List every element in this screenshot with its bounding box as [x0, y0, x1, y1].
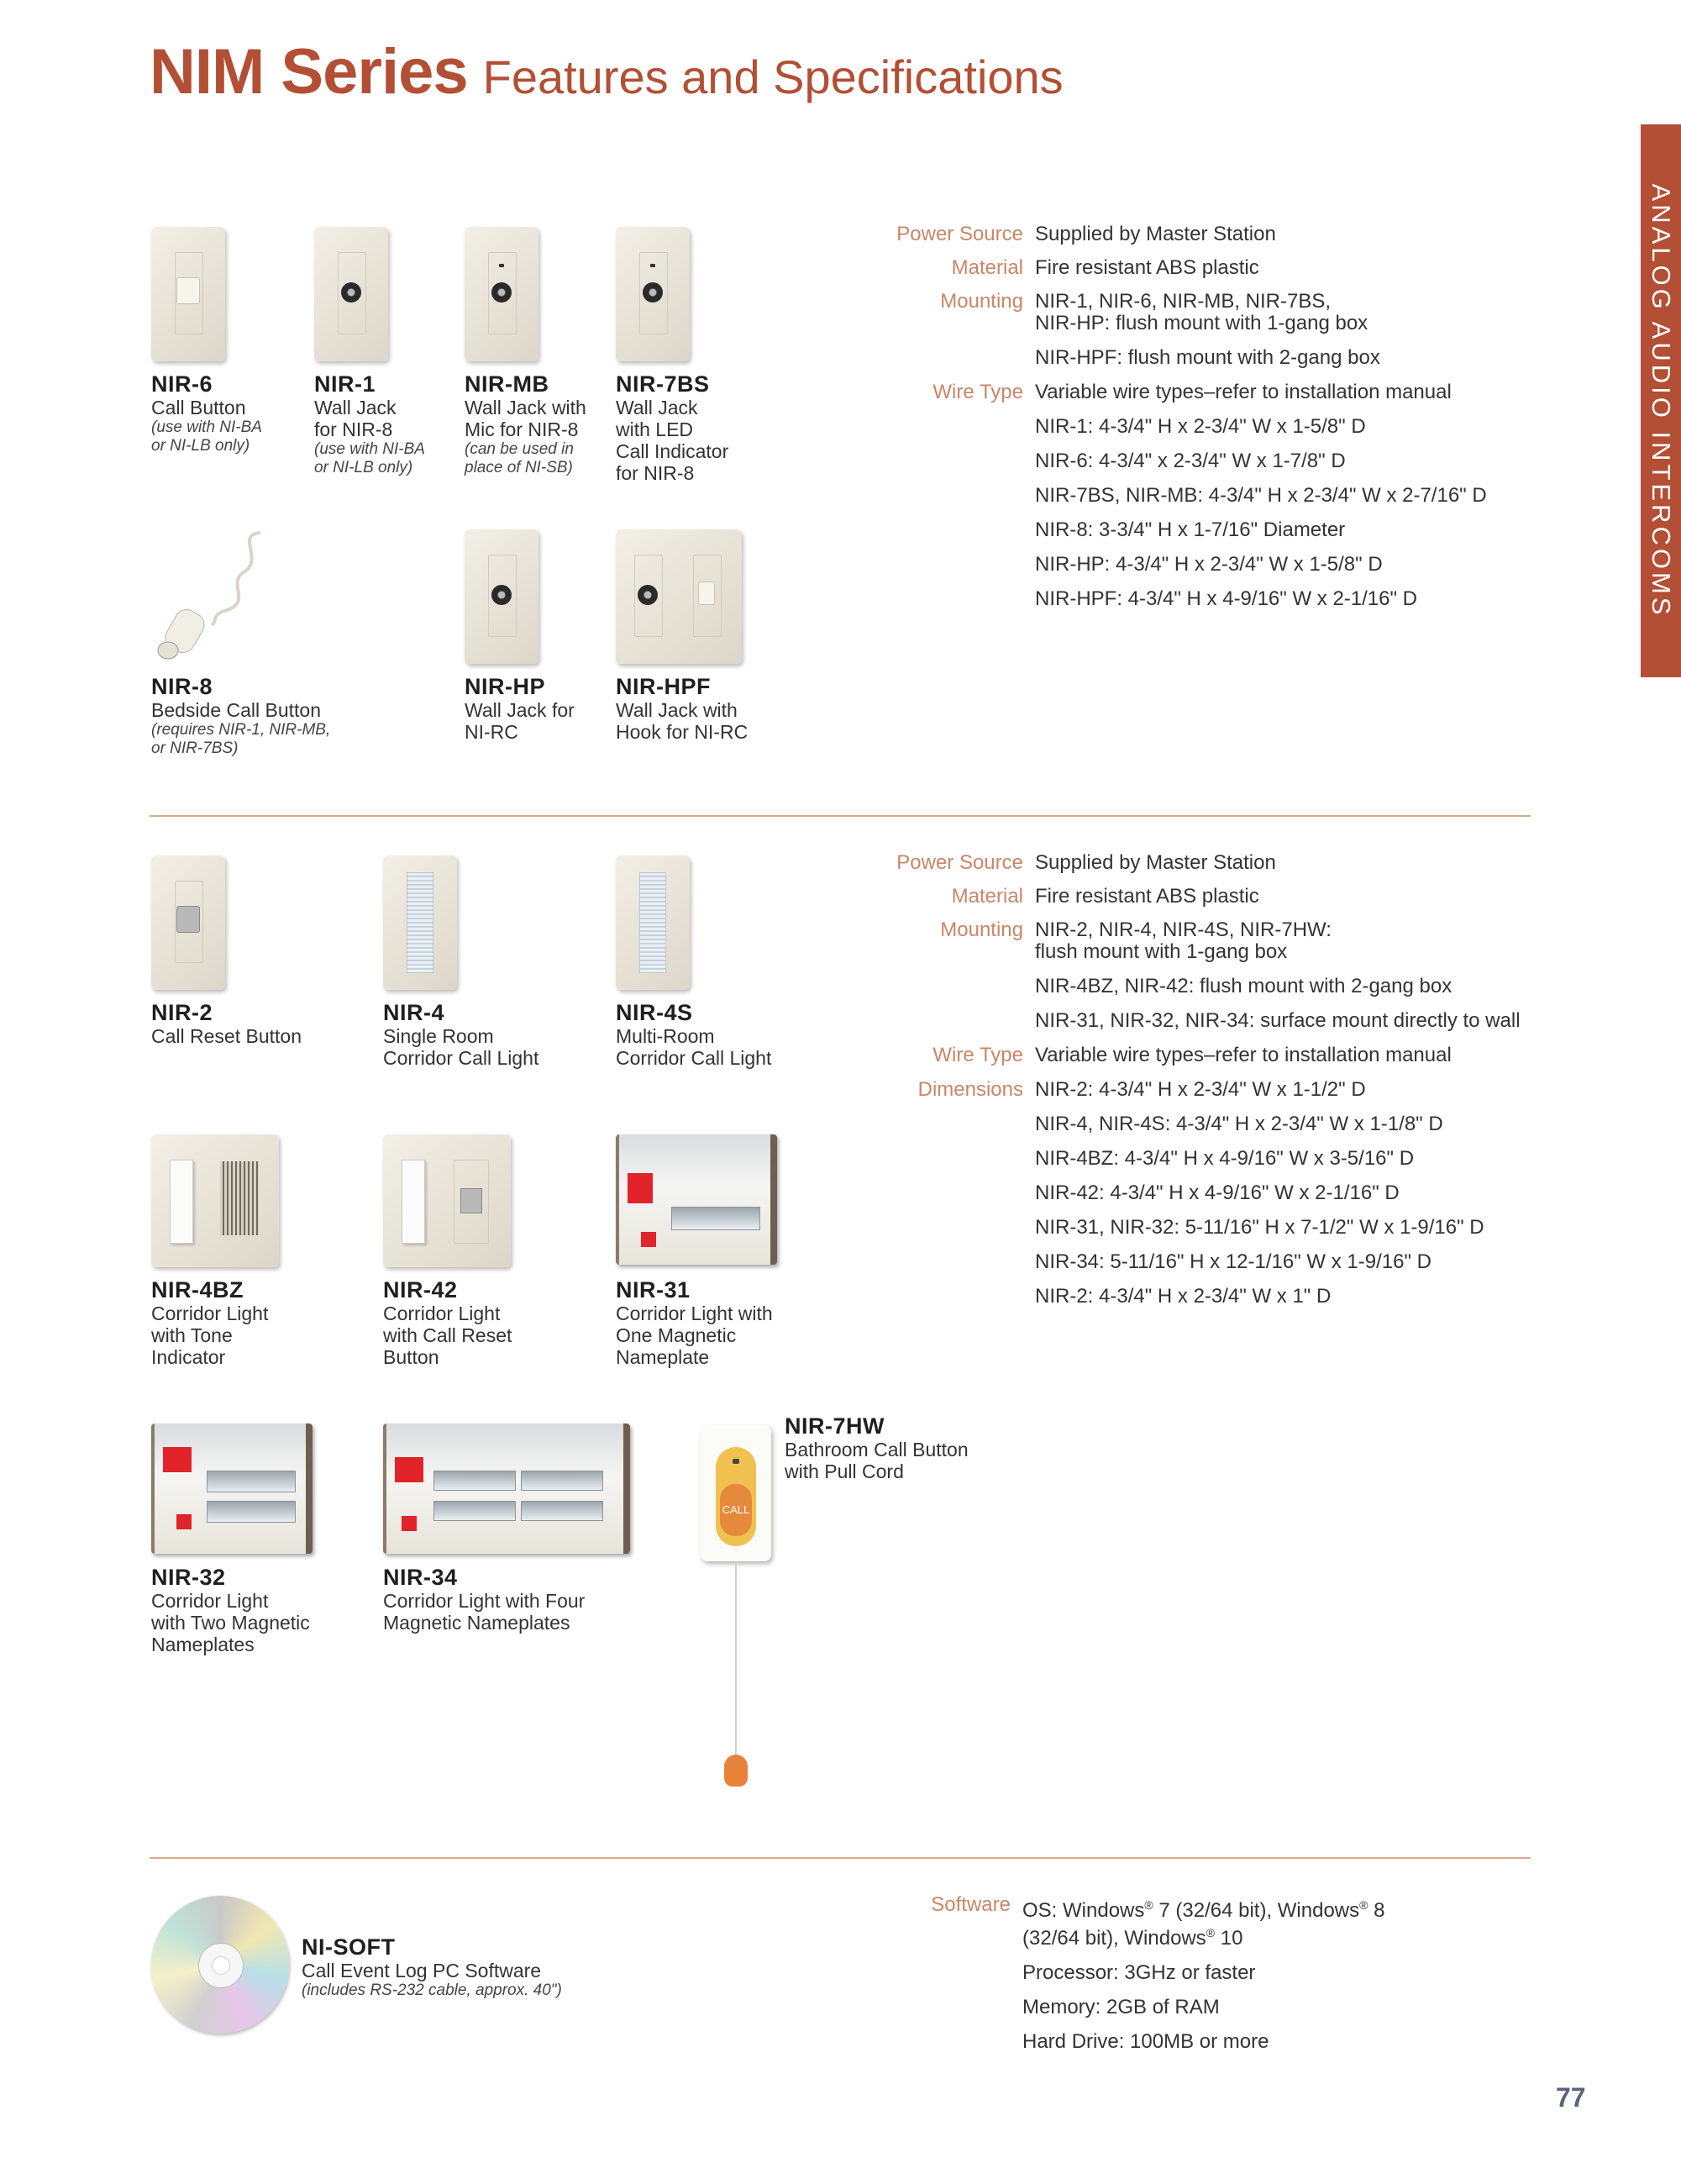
product-name: NIR-HPF [616, 674, 711, 699]
spec-value-os [1022, 1894, 1442, 1950]
os-text: 7 (32/64 bit), Windows [1153, 1899, 1360, 1922]
spec-label: Dimensions [917, 1078, 1023, 1101]
spec-label: Wire Type [932, 381, 1023, 403]
spec-value: Supplied by Master Station [1035, 223, 1276, 245]
nir-mb-image [465, 227, 538, 361]
spec-dimension: NIR-31, NIR-32: 5-11/16" H x 7-1/2" W x 1-9/16" D [1035, 1216, 1484, 1239]
jack-socket [491, 585, 512, 605]
spec-software [931, 1893, 1442, 1950]
product-name: NIR-4S [616, 1000, 693, 1025]
red-indicator [402, 1516, 417, 1531]
product-note: (requires NIR-1, NIR-MB, or NIR-7BS) [151, 721, 331, 757]
product-desc: Corridor Light with Call Reset Button [383, 1303, 512, 1368]
product-name: NIR-MB [465, 371, 549, 397]
product-ni-soft [302, 1934, 621, 2000]
product-nir-hp [465, 674, 607, 743]
product-note: (includes RS-232 cable, approx. 40") [302, 1981, 562, 1999]
product-desc: Wall Jack with LED Call Indicator for NIR-8 [616, 397, 729, 484]
page-title-sub: Features and Specifications [482, 50, 1064, 103]
spec-material [951, 256, 1589, 291]
spec-wire-type [932, 381, 1589, 403]
pull-cord-handle [724, 1755, 748, 1787]
spec-dimension: NIR-1: 4-3/4" H x 2-3/4" W x 1-5/8" D [1035, 415, 1366, 438]
spec-mounting [940, 918, 1606, 963]
jack-socket [491, 282, 512, 303]
spec-power-source [896, 223, 1589, 257]
product-desc: Wall Jack with Mic for NIR-8 [465, 397, 586, 440]
spec-dimension: NIR-34: 5-11/16" H x 12-1/16" W x 1-9/16" D [1035, 1250, 1431, 1273]
nir-31-image [616, 1134, 777, 1265]
side-tab-label: ANALOG AUDIO INTERCOMS [1647, 183, 1676, 618]
nir-32-image [151, 1424, 313, 1554]
page-number: 77 [1556, 2082, 1586, 2113]
magnetic-nameplate [433, 1471, 516, 1491]
os-text: 10 [1215, 1927, 1243, 1950]
magnetic-nameplate [521, 1471, 603, 1491]
spec-label: Material [951, 885, 1023, 908]
nir-hp-image [465, 529, 538, 664]
product-name: NIR-42 [383, 1277, 458, 1303]
cd-hole [212, 1956, 230, 1975]
product-name: NIR-7HW [785, 1413, 885, 1439]
spec-label: Software [931, 1893, 1011, 1916]
handset-button [158, 642, 178, 659]
spec-power-source [896, 851, 1606, 886]
spec-dimension: NIR-4, NIR-4S: 4-3/4" H x 2-3/4" W x 1-1/8" D [1035, 1113, 1443, 1135]
spec-dimension: NIR-42: 4-3/4" H x 4-9/16" W x 2-1/16" D [1035, 1181, 1400, 1204]
product-nir-32 [151, 1565, 370, 1655]
reset-button [176, 906, 200, 933]
magnetic-nameplate [207, 1501, 296, 1523]
jack-socket [638, 585, 658, 605]
red-light [163, 1447, 192, 1472]
product-nir-7hw [785, 1413, 1020, 1482]
nir-42-image [383, 1134, 511, 1267]
hook [698, 582, 715, 605]
magnetic-nameplate [207, 1471, 296, 1492]
spec-value: Fire resistant ABS plastic [1035, 885, 1259, 908]
nir-1-image [314, 227, 388, 361]
spec-label: Wire Type [932, 1044, 1023, 1066]
product-name: NIR-4BZ [151, 1277, 244, 1303]
pull-cord [735, 1561, 737, 1756]
call-button-label: CALL [720, 1484, 752, 1536]
product-name: NIR-6 [151, 371, 213, 397]
product-name: NIR-7BS [616, 371, 710, 397]
spec-dimension: NIR-7BS, NIR-MB: 4-3/4" H x 2-3/4" W x 2-7/16" D [1035, 484, 1487, 507]
side-tab [1641, 124, 1681, 677]
spec-dimension: NIR-4BZ: 4-3/4" H x 4-9/16" W x 3-5/16" D [1035, 1147, 1415, 1170]
product-desc: Call Reset Button [151, 1025, 302, 1047]
product-nir-4 [383, 1000, 585, 1069]
spec-dimension: NIR-8: 3-3/4" H x 1-7/16" Diameter [1035, 518, 1346, 541]
magnetic-nameplate [671, 1207, 760, 1230]
magnetic-nameplate [521, 1501, 603, 1521]
ni-soft-cd-image [151, 1896, 289, 2034]
spec-processor: Processor: 3GHz or faster [1022, 1961, 1256, 1984]
spec-value: NIR-2: 4-3/4" H x 2-3/4" W x 1-1/2" D [1035, 1078, 1366, 1101]
spec-label: Power Source [896, 851, 1023, 874]
product-desc: Call Event Log PC Software [302, 1960, 542, 1981]
product-nir-42 [383, 1277, 585, 1368]
call-light [639, 872, 666, 973]
page-title-main: NIM Series [150, 36, 468, 108]
spec-label: Power Source [896, 223, 1023, 245]
product-desc: Wall Jack for NIR-8 [314, 397, 397, 440]
led-indicator [733, 1459, 739, 1464]
product-name: NIR-1 [314, 371, 376, 397]
led-indicator [650, 264, 655, 267]
section-divider [150, 815, 1531, 817]
nir-7bs-image [616, 227, 690, 361]
spec-mounting-3: NIR-31, NIR-32, NIR-34: surface mount directly to wall [1035, 1009, 1521, 1032]
product-desc: Corridor Light with Tone Indicator [151, 1303, 269, 1368]
product-desc: Bathroom Call Button with Pull Cord [785, 1439, 969, 1482]
product-name: NIR-4 [383, 1000, 445, 1025]
spec-hard-drive: Hard Drive: 100MB or more [1022, 2030, 1269, 2053]
os-text: 8 [1368, 1899, 1385, 1922]
product-nir-hpf [616, 674, 784, 743]
section1-specs [896, 223, 1589, 623]
product-name: NI-SOFT [302, 1934, 396, 1960]
product-desc: Corridor Light with Two Magnetic Nameplates [151, 1590, 310, 1655]
nir-6-image [151, 227, 225, 361]
spec-value: Variable wire types–refer to installation manual [1035, 381, 1452, 403]
nir-2-image [151, 855, 225, 990]
call-button-rocker [176, 277, 200, 304]
spec-label: Mounting [940, 290, 1023, 313]
spec-label: Material [951, 256, 1023, 279]
product-nir-8 [151, 674, 370, 758]
nir-34-image [383, 1424, 630, 1554]
spec-memory: Memory: 2GB of RAM [1022, 1996, 1220, 2018]
section3-specs [931, 1893, 1442, 2066]
nir-8-image [151, 526, 269, 660]
spec-value: NIR-1, NIR-6, NIR-MB, NIR-7BS, NIR-HP: flush mount with 1-gang box [1035, 290, 1368, 334]
call-light [170, 1160, 193, 1244]
product-name: NIR-2 [151, 1000, 213, 1025]
product-desc: Multi-Room Corridor Call Light [616, 1025, 772, 1069]
product-note: (can be used in place of NI-SB) [465, 440, 574, 476]
spec-dimension: NIR-2: 4-3/4" H x 2-3/4" W x 1" D [1035, 1285, 1332, 1308]
page-title [150, 35, 1064, 108]
product-name: NIR-8 [151, 674, 213, 699]
reset-button [460, 1188, 482, 1213]
spec-wire-type [932, 1044, 1606, 1066]
registered-mark: ® [1206, 1926, 1216, 1939]
magnetic-nameplate [433, 1501, 516, 1521]
call-light [407, 872, 433, 973]
spec-dimensions [917, 1078, 1606, 1101]
red-light [628, 1173, 653, 1203]
registered-mark: ® [1359, 1898, 1368, 1912]
registered-mark: ® [1144, 1898, 1153, 1912]
mic-hole [499, 264, 504, 267]
call-light [402, 1160, 425, 1244]
nir-hpf-image [616, 529, 742, 664]
product-desc: Bedside Call Button [151, 699, 322, 721]
product-nir-7bs [616, 371, 759, 484]
product-desc: Single Room Corridor Call Light [383, 1025, 539, 1069]
jack-socket [341, 282, 361, 303]
product-desc: Corridor Light with One Magnetic Nameplate [616, 1303, 773, 1368]
nir-7hw-image [701, 1425, 771, 1561]
spec-mounting [940, 290, 1589, 334]
tone-grille [220, 1161, 259, 1235]
product-desc: Call Button [151, 397, 246, 418]
product-desc: Wall Jack with Hook for NI-RC [616, 699, 749, 743]
nir-4bz-image [151, 1134, 279, 1267]
product-note: (use with NI-BA or NI-LB only) [151, 418, 262, 455]
product-name: NIR-32 [151, 1565, 226, 1590]
product-name: NIR-31 [616, 1277, 691, 1303]
product-note: (use with NI-BA or NI-LB only) [314, 440, 425, 476]
product-name: NIR-34 [383, 1565, 458, 1590]
nir-4-image [383, 855, 457, 990]
spec-value: Variable wire types–refer to installation manual [1035, 1044, 1452, 1066]
product-desc: Corridor Light with Four Magnetic Nameplates [383, 1590, 586, 1634]
spec-material [951, 885, 1606, 919]
os-text: OS: Windows [1022, 1899, 1145, 1922]
section2-specs [896, 851, 1606, 1320]
section-divider [150, 1857, 1531, 1859]
cord [212, 533, 260, 625]
spec-label: Mounting [940, 918, 1023, 941]
product-name: NIR-HP [465, 674, 545, 699]
nir-4s-image [616, 855, 690, 990]
product-nir-4s [616, 1000, 817, 1069]
spec-dimension: NIR-6: 4-3/4" x 2-3/4" W x 1-7/8" D [1035, 450, 1346, 472]
spec-value: Supplied by Master Station [1035, 851, 1276, 874]
product-nir-2 [151, 1000, 336, 1047]
red-indicator [176, 1514, 192, 1529]
red-light [395, 1457, 423, 1482]
spec-mounting-2: NIR-4BZ, NIR-42: flush mount with 2-gang box [1035, 975, 1452, 997]
product-nir-34 [383, 1565, 635, 1634]
os-text: (32/64 bit), Windows [1022, 1927, 1206, 1950]
product-nir-1 [314, 371, 457, 477]
product-nir-31 [616, 1277, 834, 1368]
product-desc: Wall Jack for NI-RC [465, 699, 575, 743]
spec-value: Fire resistant ABS plastic [1035, 256, 1259, 279]
jack-socket [643, 282, 663, 303]
product-nir-mb [465, 371, 607, 477]
spec-mounting-2: NIR-HPF: flush mount with 2-gang box [1035, 346, 1380, 369]
spec-dimension: NIR-HPF: 4-3/4" H x 4-9/16" W x 2-1/16" D [1035, 587, 1418, 610]
product-nir-6 [151, 371, 302, 455]
red-indicator [641, 1232, 656, 1247]
product-nir-4bz [151, 1277, 353, 1368]
spec-dimension: NIR-HP: 4-3/4" H x 2-3/4" W x 1-5/8" D [1035, 553, 1383, 576]
spec-value: NIR-2, NIR-4, NIR-4S, NIR-7HW: flush mount with 1-gang box [1035, 918, 1332, 963]
